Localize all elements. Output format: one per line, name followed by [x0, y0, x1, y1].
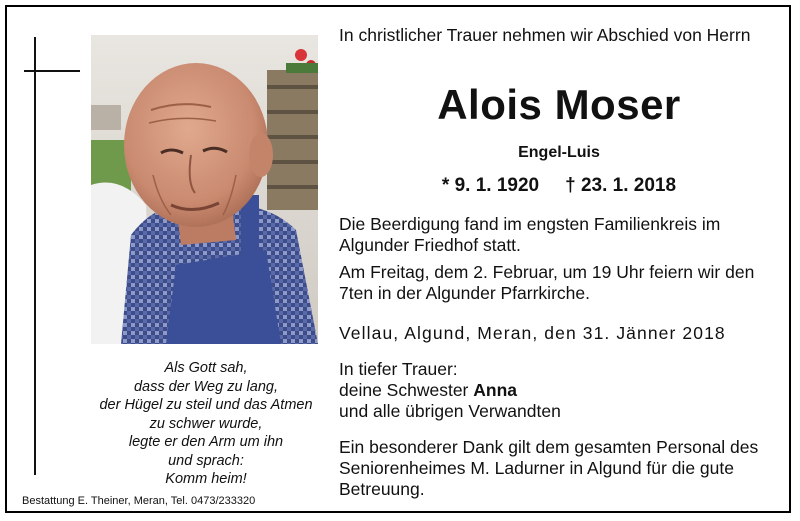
birth-date: * 9. 1. 1920	[441, 175, 540, 196]
funeral-info: Die Beerdigung fand im engsten Familienkreis im Algunder Friedhof statt.	[339, 214, 721, 255]
funeral-home-credit: Bestattung E. Theiner, Meran, Tel. 0473/233320	[22, 495, 256, 507]
thanks-text: Ein besonderer Dank gilt dem gesamten Personal des Seniorenheimes M. Ladurner in Algund für die gute Betreuung.	[339, 437, 759, 499]
poem-line: Komm heim!	[165, 471, 247, 487]
death-date: † 23. 1. 2018	[565, 175, 677, 196]
mourner-name: Anna	[473, 380, 517, 400]
poem	[93, 359, 319, 489]
poem-line: legte er den Arm um ihn	[128, 434, 284, 450]
mourners-prefix: deine Schwester	[339, 380, 474, 400]
poem-line: und sprach:	[168, 452, 244, 469]
poem-line: zu schwer wurde,	[149, 415, 263, 432]
memorial-mass-info: Am Freitag, dem 2. Februar, um 19 Uhr feiern wir den 7ten in der Algunder Pfarrkirche.	[339, 262, 755, 303]
portrait-photo	[91, 35, 318, 344]
mourners-rest: und alle übrigen Verwandten	[339, 401, 561, 421]
mourners-line	[339, 380, 779, 401]
intro-text: In christlicher Trauer nehmen wir Abschied von Herrn	[339, 25, 751, 45]
obituary-frame	[5, 5, 791, 513]
nickname: Engel-Luis	[518, 144, 600, 161]
deceased-name: Alois Moser	[437, 81, 681, 128]
notice-text	[339, 25, 779, 499]
place-and-date: Vellau, Algund, Meran, den 31. Jänner 2018	[339, 323, 726, 343]
poem-line: der Hügel zu steil und das Atmen	[99, 397, 313, 413]
poem-line: dass der Weg zu lang,	[133, 378, 278, 395]
mourning-heading: In tiefer Trauer:	[339, 359, 458, 379]
life-dates	[339, 175, 779, 197]
poem-line: Als Gott sah,	[164, 360, 248, 376]
